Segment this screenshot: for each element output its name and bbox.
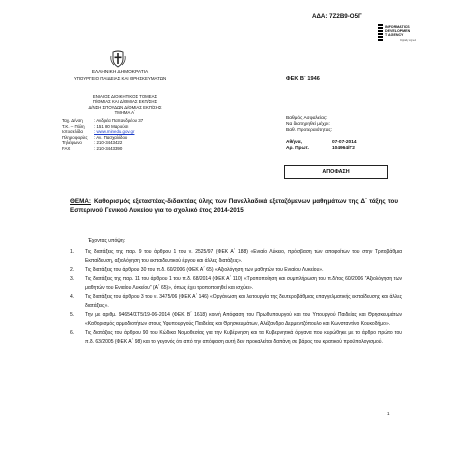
fek-reference: ΦΕΚ Β΄ 1946 — [286, 76, 320, 82]
contact-block — [62, 118, 222, 151]
classification-block — [286, 116, 332, 135]
list-item — [70, 293, 402, 310]
protocol-label: Αρ. Πρωτ. — [286, 146, 309, 151]
department-line-4: ΤΜΗΜΑ Α΄ — [114, 110, 136, 116]
logo-line-3: T AGENCY — [385, 33, 404, 37]
logo-line-1: INFORMATICS — [385, 25, 410, 29]
page-number: 1 — [387, 411, 390, 416]
retention-period: Να διατηρηθεί μέχρι: — [286, 122, 330, 128]
item-number: 4. — [70, 294, 75, 301]
department-line-2: Π/ΘΜΙΑΣ ΚΑΙ Δ/ΘΜΙΑΣ ΕΚΠ/ΣΗΣ — [92, 99, 158, 105]
item-number: 3. — [70, 276, 75, 283]
item-text: Τις διατάξεις της παρ. 9 του άρθρου 1 του ν. 2525/97 (ΦΕΚ Α΄ 188) «Ενιαίο Λύκειο, πρόσβαση των αποφοίτων του στην Τριτοβάθμια Εκπαίδευση, αξιολόγηση του εκπαιδευτικού έργου και άλλες διατάξεις». — [85, 249, 402, 264]
item-text: Τις διατάξεις του άρθρου 3 του ν. 3475/06 (ΦΕΚ Α΄ 146) «Οργάνωση και λειτουργία της δευτεροβάθμιας επαγγελματικής εκπαίδευσης και άλλες διατάξεις». — [85, 294, 402, 309]
subject-label: ΘΕΜΑ: — [70, 198, 91, 205]
contact-value: : Ανδρέα Παπανδρέου 37 — [94, 118, 144, 123]
list-item — [70, 275, 402, 292]
protocol-row — [286, 146, 386, 152]
logo-line-2: DEVELOPMEN — [385, 29, 411, 33]
list-item — [70, 248, 402, 265]
contact-row — [62, 146, 222, 152]
decision-title: ΑΠΟΦΑΣΗ — [284, 165, 388, 179]
list-item — [70, 329, 402, 346]
informatics-agency-logo — [378, 24, 420, 46]
item-number: 6. — [70, 330, 75, 337]
contact-label: Τηλέφωνο — [62, 140, 82, 145]
department-line-1: ΕΝΙΑΙΟΣ ΔΙΟΙΚΗΤΙΚΟΣ ΤΟΜΕΑΣ — [92, 94, 158, 99]
security-level: Βαθμός Ασφαλείας: — [286, 116, 328, 121]
item-text: Τις διατάξεις του άρθρου 30 του π.δ. 60/2006 (ΦΕΚ Α΄ 65) «Αξιολόγηση των μαθητών του Ενιαίου Λυκείου». — [85, 266, 324, 273]
department-line-3: Δ/ΝΣΗ ΣΠΟΥΔΩΝ Δ/ΘΜΙΑΣ ΕΚΠ/ΣΗΣ — [88, 104, 162, 110]
contact-label: Τ.Κ. – Πόλη — [62, 123, 85, 129]
contact-label: FAX — [62, 145, 71, 151]
date-value: 07-07-2014 — [332, 140, 357, 145]
considerations-heading: Έχοντας υπόψη: — [88, 238, 125, 244]
item-text: Τις διατάξεις του άρθρου 90 του Κώδικα Νομοθεσίας για την Κυβέρνηση και τα Κυβερνητικά όργανα που κυρώθηκε με το άρθρο πρώτο του π.δ. 63/2005 (ΦΕΚ Α΄ 98) και το γεγονός ότι από την απόφαση αυτή δεν προκαλείται δαπάνη σε βάρος του κρατικού προϋπολογισμού. — [85, 330, 402, 345]
place-date-block — [286, 140, 386, 152]
protocol-number: 104964/Γ2 — [332, 146, 355, 151]
greek-emblem-icon — [110, 50, 126, 68]
contact-label: Πληροφορίες — [62, 134, 88, 140]
contact-value: : 210-3443390 — [94, 145, 123, 151]
signature-note: Digitally signed — [400, 39, 417, 42]
list-item — [70, 311, 402, 328]
ministry-name: ΥΠΟΥΡΓΕΙΟ ΠΑΙΔΕΙΑΣ ΚΑΙ ΘΡΗΣΚΕΥΜΑΤΩΝ — [73, 75, 167, 81]
contact-value: : 151 80 Μαρούσι — [94, 123, 129, 129]
place-label: Αθήνα, — [286, 140, 302, 145]
contact-label: Ιστοσελίδα — [62, 129, 83, 134]
item-number: 5. — [70, 312, 75, 319]
website-link[interactable]: : www.minedu.gov.gr — [94, 129, 135, 134]
ministry-header — [55, 70, 185, 81]
considerations-list — [70, 248, 402, 347]
priority-level: Βαθ. Προτεραιότητας: — [286, 128, 333, 134]
item-number: 2. — [70, 266, 75, 273]
ada-code: ΑΔΑ: 7Ζ2Β9-Ο5Γ — [312, 13, 362, 20]
item-number: 1. — [70, 249, 75, 255]
contact-label: Ταχ. Δ/νση — [62, 118, 83, 123]
list-item — [70, 266, 402, 275]
contact-value: : 210-3443422 — [94, 140, 123, 145]
contact-value: : Αν. Πασχαλίδου — [94, 134, 128, 140]
subject-text: Καθορισμός εξεταστέας-διδακτέας ύλης των Πανελλαδικά εξεταζόμενων μαθημάτων της Δ΄ τάξης του Εσπερινού Γενικού Λυκείου για το σχολικό έτος 2014-2015 — [70, 198, 398, 215]
department-block — [75, 94, 175, 116]
item-text: Τις διατάξεις της παρ. 11 του άρθρου 1 του π.δ. 68/2014 (ΦΕΚ Α΄ 110) «Τροποποίηση και συμπλήρωση του π.δ/τος 60/2006 “Αξιολόγηση των μαθητών του Ενιαίου Λυκείου” (Α΄ 65)», όπως έχει τροποποιηθεί και ισχύει». — [85, 276, 402, 291]
republic-name: ΕΛΛΗΝΙΚΗ ΔΗΜΟΚΡΑΤΙΑ — [91, 70, 149, 75]
subject-paragraph — [70, 197, 398, 215]
logo-bars — [378, 24, 383, 42]
item-text: Την με αριθμ. 94654/ΣΤ5/19-06-2014 (ΦΕΚ Β΄ 1618) κοινή Απόφαση του Πρωθυπουργού και του Υπουργού Παιδείας και Θρησκευμάτων «Καθορισμός αρμοδιοτήτων στους Υφυπουργούς Παιδείας και Θρησκευμάτων, Αλέξανδρο Δερμεντζόπουλο και Κωνσταντίνο Κουκοδήμο». — [85, 312, 402, 327]
